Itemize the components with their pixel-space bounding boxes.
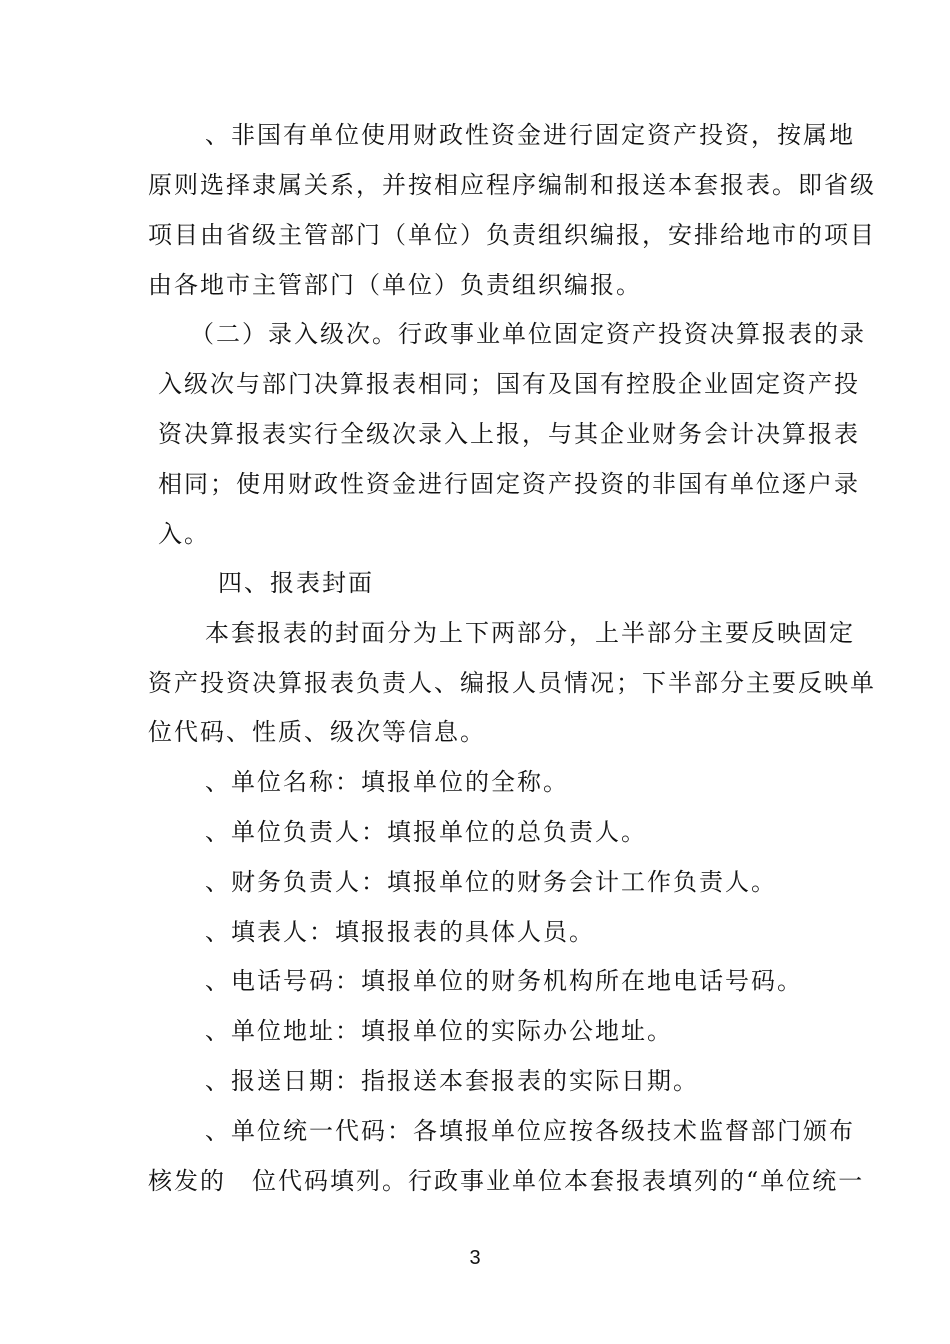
- text-line: 入级次与部门决算报表相同；国有及国有控股企业固定资产投: [158, 370, 860, 398]
- list-item: 、单位统一代码：各填报单位应按各级技术监督部门颁布: [205, 1117, 855, 1145]
- list-item: 、财务负责人：填报单位的财务会计工作负责人。: [205, 868, 777, 896]
- text-line: 原则选择隶属关系，并按相应程序编制和报送本套报表。即省级: [148, 171, 876, 199]
- list-item: 、电话号码：填报单位的财务机构所在地电话号码。: [205, 967, 803, 995]
- text-line: 位代码、性质、级次等信息。: [148, 718, 486, 746]
- page-number: 3: [469, 1247, 481, 1269]
- text-line: 资产投资决算报表负责人、编报人员情况；下半部分主要反映单: [148, 669, 876, 697]
- list-item: 、单位名称：填报单位的全称。: [205, 768, 569, 796]
- section-heading: 四、报表封面: [218, 569, 374, 597]
- text-line: 项目由省级主管部门（单位）负责组织编报，安排给地市的项目: [148, 221, 876, 249]
- text-line: （二）录入级次。行政事业单位固定资产投资决算报表的录: [190, 320, 866, 348]
- list-item: 、单位地址：填报单位的实际办公地址。: [205, 1017, 673, 1045]
- list-item: 、单位负责人：填报单位的总负责人。: [205, 818, 647, 846]
- text-line: 由各地市主管部门（单位）负责组织编报。: [148, 271, 642, 299]
- list-item: 、填表人：填报报表的具体人员。: [205, 918, 595, 946]
- text-line: 本套报表的封面分为上下两部分，上半部分主要反映固定: [205, 619, 855, 647]
- text-line: 核发的 位代码填列。行政事业单位本套报表填列的“单位统一: [148, 1167, 865, 1195]
- text-line: 资决算报表实行全级次录入上报，与其企业财务会计决算报表: [158, 420, 860, 448]
- list-item: 、报送日期：指报送本套报表的实际日期。: [205, 1067, 699, 1095]
- text-line: 相同；使用财政性资金进行固定资产投资的非国有单位逐户录: [158, 470, 860, 498]
- text-line: 、非国有单位使用财政性资金进行固定资产投资，按属地: [205, 121, 855, 149]
- text-line: 入。: [158, 520, 210, 548]
